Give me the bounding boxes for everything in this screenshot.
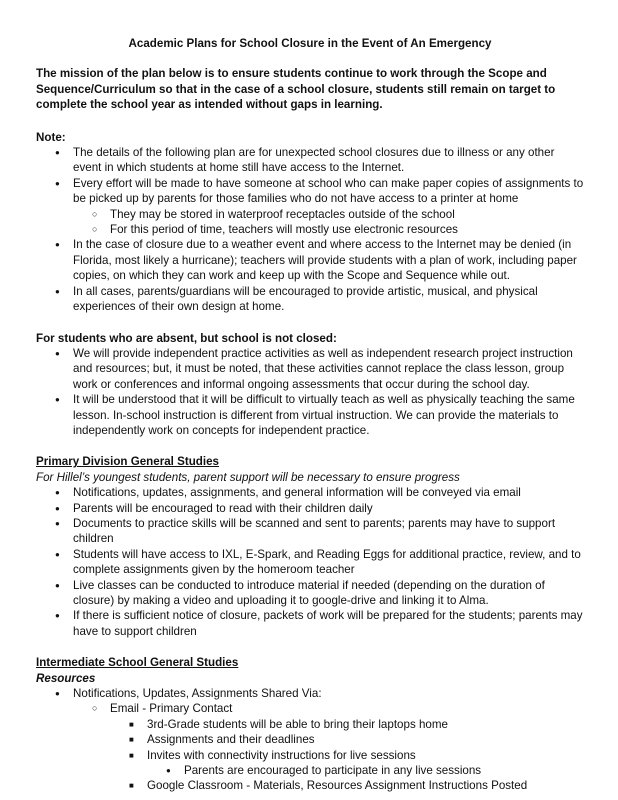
- sub-sub-list-item: ■ Google Classroom - Materials, Resources Assignment Instructions Posted: [110, 778, 584, 793]
- sub-list-item: [73, 701, 584, 793]
- sub-sub-list-item: ■ 3rd-Grade students will be able to bring their laptops home: [110, 717, 584, 732]
- list-item: ● In all cases, parents/guardians will be encouraged to provide artistic, musical, and physical experiences of their own design at home.: [36, 284, 584, 315]
- sub-sub-list-item-text: Invites with connectivity instructions for live sessions: [147, 748, 416, 762]
- list-item: ● Parents will be encouraged to read with their children daily: [36, 501, 584, 516]
- primary-subheading: For Hillel’s youngest students, parent support will be necessary to ensure progress: [36, 470, 460, 484]
- intermediate-list: [36, 686, 584, 794]
- intermediate-sub-list: [73, 701, 584, 793]
- intermediate-heading: Intermediate School General Studies: [36, 656, 239, 670]
- list-item: ● In the case of closure due to a weather event and where access to the Internet may be denied (in Florida, most likely a hurricane); teachers will provide students with a plan of work, including paper copies, on which they can work and keep up with the Scope and Sequence while out.: [36, 237, 584, 283]
- list-item-text: Notifications, Updates, Assignments Shared Via:: [73, 687, 322, 701]
- deep-list-item: ● Parents are encouraged to participate in any live sessions: [147, 763, 584, 778]
- sub-list-item: ○ They may be stored in waterproof receptacles outside of the school: [73, 207, 584, 222]
- intermediate-section: [36, 655, 584, 794]
- note-section: [36, 130, 584, 315]
- list-item: ● If there is sufficient notice of closure, packets of work will be prepared for the students; parents may have to support children: [36, 608, 584, 639]
- sub-list-item: ○ For this period of time, teachers will mostly use electronic resources: [73, 222, 584, 237]
- list-item: ● We will provide independent practice activities as well as independent research project instruction and resources; but, it must be noted, that these activities cannot replace the class lesson, group work or conferences and informal ongoing assessments that occur during the school day.: [36, 346, 584, 392]
- primary-section: [36, 454, 584, 639]
- sub-sub-list-item: ■ Assignments and their deadlines: [110, 732, 584, 747]
- sub-sub-list-item: [110, 748, 584, 779]
- note-list: [36, 145, 584, 314]
- list-item: ● It will be understood that it will be difficult to virtually teach as well as physically teaching the same lesson. In-school instruction is different from virtual instruction. We can provide the materials to independently work on concepts for independent practice.: [36, 392, 584, 438]
- absent-section: [36, 331, 584, 439]
- list-item: ● Documents to practice skills will be scanned and sent to parents; parents may have to support children: [36, 516, 584, 547]
- list-item: [36, 176, 584, 238]
- intermediate-deep-list: [147, 763, 584, 778]
- list-item: ● The details of the following plan are for unexpected school closures due to illness or any other event in which students at home still have access to the Internet.: [36, 145, 584, 176]
- absent-list: [36, 346, 584, 438]
- list-item: ● Notifications, updates, assignments, and general information will be conveyed via email: [36, 485, 584, 500]
- list-item: [36, 686, 584, 794]
- list-item: ● Live classes can be conducted to introduce material if needed (depending on the duration of closure) by making a video and uploading it to google-drive and linking it to Alma.: [36, 578, 584, 609]
- mission-statement: The mission of the plan below is to ensure students continue to work through the Scope and Sequence/Curriculum so that in the case of a school closure, students still remain on target to complete the school year as intended without gaps in learning.: [36, 67, 556, 112]
- intermediate-subheading: Resources: [36, 671, 96, 685]
- note-heading: Note:: [36, 130, 66, 144]
- note-sub-list: [73, 207, 584, 238]
- document-title: Academic Plans for School Closure in the Event of An Emergency: [128, 37, 492, 50]
- primary-list: [36, 485, 584, 639]
- intermediate-sub-sub-list: [110, 717, 584, 794]
- absent-heading: For students who are absent, but school is not closed:: [36, 331, 337, 345]
- list-item-text: Every effort will be made to have someone at school who can make paper copies of assignments to be picked up by parents for those families who do not have access to a printer at home: [73, 176, 584, 206]
- primary-heading: Primary Division General Studies: [36, 455, 219, 469]
- list-item: ● Students will have access to IXL, E-Spark, and Reading Eggs for additional practice, review, and to complete assignments given by the homeroom teacher: [36, 547, 584, 578]
- sub-list-item-text: Email - Primary Contact: [110, 702, 233, 716]
